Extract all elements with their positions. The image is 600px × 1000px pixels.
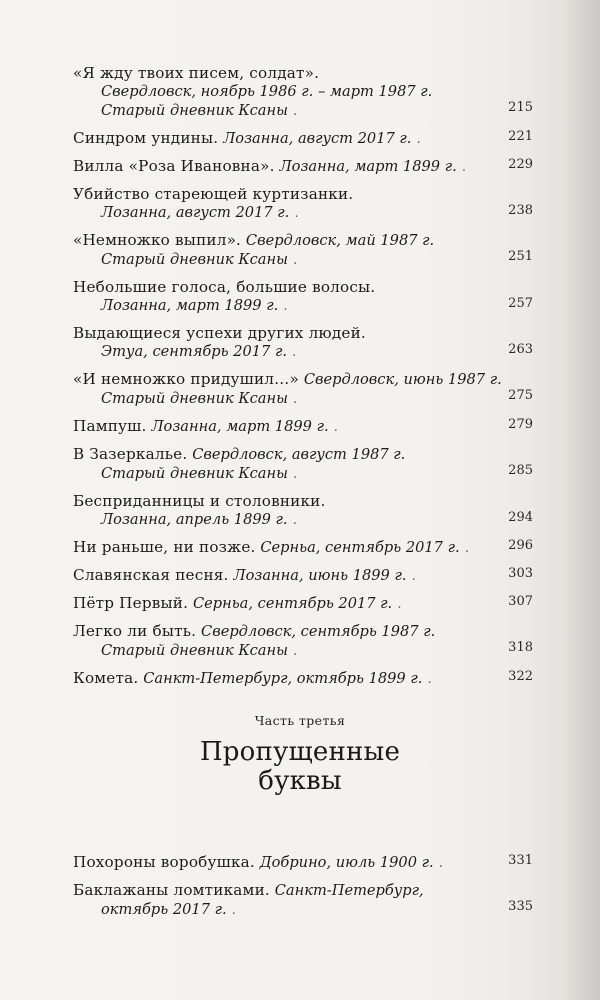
- chapter-place-date: Лозанна, август 2017 г.: [223, 130, 412, 147]
- chapter-place-date: Свердловск, ноябрь 1986 г. – март 1987 г.: [101, 83, 433, 100]
- chapter-title: Убийство стареющей куртизанки.: [73, 185, 354, 203]
- toc-line: [73, 296, 533, 316]
- chapter-title: «Немножко выпил».: [73, 231, 242, 249]
- page-number: 285: [508, 463, 533, 478]
- toc-line: [73, 157, 533, 177]
- page-number: 215: [508, 100, 533, 115]
- chapter-place-date: Лозанна, август 2017 г.: [101, 204, 290, 221]
- page-number: 303: [508, 566, 533, 581]
- leader-dots: .: [288, 392, 299, 407]
- chapter-place-date: Свердловск, июнь 1987 г.: [303, 371, 502, 388]
- page-number: 279: [508, 417, 533, 432]
- toc-entry: [73, 492, 533, 530]
- toc-line: [73, 492, 533, 510]
- chapter-place-date: Старый дневник Ксаны: [101, 465, 288, 482]
- toc-line: [73, 82, 533, 101]
- chapter-place-date: Серньа, сентябрь 2017 г.: [192, 595, 393, 612]
- toc-line: [73, 445, 533, 464]
- leader-dots: .: [288, 104, 299, 119]
- chapter-place-date: Серньа, сентябрь 2017 г.: [260, 539, 460, 556]
- toc-line: [73, 342, 533, 362]
- chapter-place-date: Свердловск, май 1987 г.: [245, 232, 435, 249]
- toc-entry: [73, 370, 533, 409]
- page-edge-shadow: [562, 0, 600, 1000]
- toc-entry: [73, 445, 533, 484]
- part-title-line1: Пропущенные: [199, 737, 401, 767]
- toc-entry: [73, 417, 533, 437]
- leader-dots: .: [392, 597, 403, 612]
- toc-line: [73, 129, 533, 149]
- toc-line: [73, 881, 533, 900]
- chapter-place-date: Санкт-Петербург, октябрь 1899 г.: [143, 670, 423, 687]
- page-number: 318: [508, 640, 533, 655]
- chapter-place-date: Добрино, июль 1900 г.: [259, 854, 434, 871]
- chapter-title: Похороны воробушка.: [73, 853, 255, 871]
- toc-entry: [73, 278, 533, 316]
- page-number: 251: [508, 249, 533, 264]
- chapter-place-date: Лозанна, март 1899 г.: [151, 418, 329, 435]
- table-of-contents-part-three: [73, 853, 533, 928]
- leader-dots: .: [287, 345, 298, 360]
- toc-line: [73, 853, 533, 873]
- chapter-title: Пампуш.: [73, 417, 147, 435]
- page-number: 229: [508, 157, 533, 172]
- part-title-line2: буквы: [258, 766, 342, 796]
- page-number: 263: [508, 342, 533, 357]
- leader-dots: .: [289, 206, 300, 221]
- chapter-place-date: Лозанна, апрель 1899 г.: [101, 511, 288, 528]
- page-number: 275: [508, 388, 533, 403]
- chapter-place-date: Старый дневник Ксаны: [101, 251, 288, 268]
- leader-dots: .: [226, 903, 237, 918]
- toc-line: [73, 203, 533, 223]
- toc-line: [73, 464, 533, 484]
- toc-line: [73, 278, 533, 296]
- part-heading: [0, 713, 600, 796]
- toc-entry: [73, 231, 533, 270]
- page-number: 335: [508, 899, 533, 914]
- toc-entry: [73, 881, 533, 920]
- leader-dots: .: [456, 160, 467, 175]
- leader-dots: .: [433, 856, 444, 871]
- chapter-place-date: Лозанна, март 1899 г.: [101, 297, 279, 314]
- toc-line: [73, 389, 533, 409]
- toc-line: [73, 510, 533, 530]
- chapter-title: Небольшие голоса, большие волосы.: [73, 278, 376, 296]
- toc-line: [73, 64, 533, 82]
- leader-dots: .: [288, 253, 299, 268]
- chapter-place-date: Старый дневник Ксаны: [101, 390, 288, 407]
- leader-dots: .: [406, 569, 417, 584]
- toc-entry: [73, 324, 533, 362]
- leader-dots: .: [278, 299, 289, 314]
- chapter-place-date: Лозанна, март 1899 г.: [279, 158, 457, 175]
- page-number: 294: [508, 510, 533, 525]
- page-number: 331: [508, 853, 533, 868]
- leader-dots: .: [328, 420, 339, 435]
- page-number: 307: [508, 594, 533, 609]
- leader-dots: .: [288, 644, 299, 659]
- chapter-title: Пётр Первый.: [73, 594, 189, 612]
- chapter-title: Баклажаны ломтиками.: [73, 881, 270, 899]
- toc-entry: [73, 594, 533, 614]
- table-of-contents: [73, 64, 533, 697]
- toc-line: [73, 185, 533, 203]
- page-number: 257: [508, 296, 533, 311]
- toc-entry: [73, 853, 533, 873]
- toc-entry: [73, 185, 533, 223]
- page-number: 238: [508, 203, 533, 218]
- part-title: [0, 738, 600, 796]
- toc-entry: [73, 129, 533, 149]
- leader-dots: .: [422, 672, 433, 687]
- chapter-title: «И немножко придушил…»: [73, 370, 300, 388]
- chapter-title: Легко ли быть.: [73, 622, 197, 640]
- chapter-place-date: Свердловск, август 1987 г.: [192, 446, 406, 463]
- chapter-place-date: Этуа, сентябрь 2017 г.: [101, 343, 287, 360]
- toc-entry: [73, 566, 533, 586]
- chapter-title: Ни раньше, ни позже.: [73, 538, 256, 556]
- chapter-place-date: октябрь 2017 г.: [101, 901, 227, 918]
- chapter-title: Бесприданницы и столовники.: [73, 492, 326, 510]
- chapter-title: Славянская песня.: [73, 566, 229, 584]
- leader-dots: .: [411, 132, 422, 147]
- chapter-title: Синдром ундины.: [73, 129, 219, 147]
- toc-entry: [73, 64, 533, 121]
- toc-line: [73, 101, 533, 121]
- chapter-title: Комета.: [73, 669, 139, 687]
- part-label: Часть третья: [254, 713, 346, 728]
- toc-entry: [73, 669, 533, 689]
- chapter-title: Выдающиеся успехи других людей.: [73, 324, 366, 342]
- toc-line: [73, 669, 533, 689]
- chapter-title: В Зазеркалье.: [73, 445, 188, 463]
- chapter-place-date: Санкт-Петербург,: [274, 882, 424, 899]
- page-number: 322: [508, 669, 533, 684]
- toc-line: [73, 370, 533, 389]
- toc-line: [73, 641, 533, 661]
- toc-line: [73, 566, 533, 586]
- chapter-title: Вилла «Роза Ивановна».: [73, 157, 275, 175]
- toc-line: [73, 622, 533, 641]
- leader-dots: .: [288, 467, 299, 482]
- toc-entry: [73, 622, 533, 661]
- toc-line: [73, 538, 533, 558]
- page-number: 296: [508, 538, 533, 553]
- toc-line: [73, 250, 533, 270]
- toc-line: [73, 900, 533, 920]
- toc-line: [73, 324, 533, 342]
- chapter-place-date: Старый дневник Ксаны: [101, 642, 288, 659]
- chapter-place-date: Лозанна, июнь 1899 г.: [233, 567, 407, 584]
- chapter-title: «Я жду твоих писем, солдат».: [73, 64, 320, 82]
- chapter-place-date: Старый дневник Ксаны: [101, 102, 288, 119]
- leader-dots: .: [287, 513, 298, 528]
- toc-entry: [73, 538, 533, 558]
- toc-entry: [73, 157, 533, 177]
- toc-line: [73, 231, 533, 250]
- page-number: 221: [508, 129, 533, 144]
- chapter-place-date: Свердловск, сентябрь 1987 г.: [201, 623, 436, 640]
- leader-dots: .: [459, 541, 470, 556]
- toc-line: [73, 417, 533, 437]
- toc-line: [73, 594, 533, 614]
